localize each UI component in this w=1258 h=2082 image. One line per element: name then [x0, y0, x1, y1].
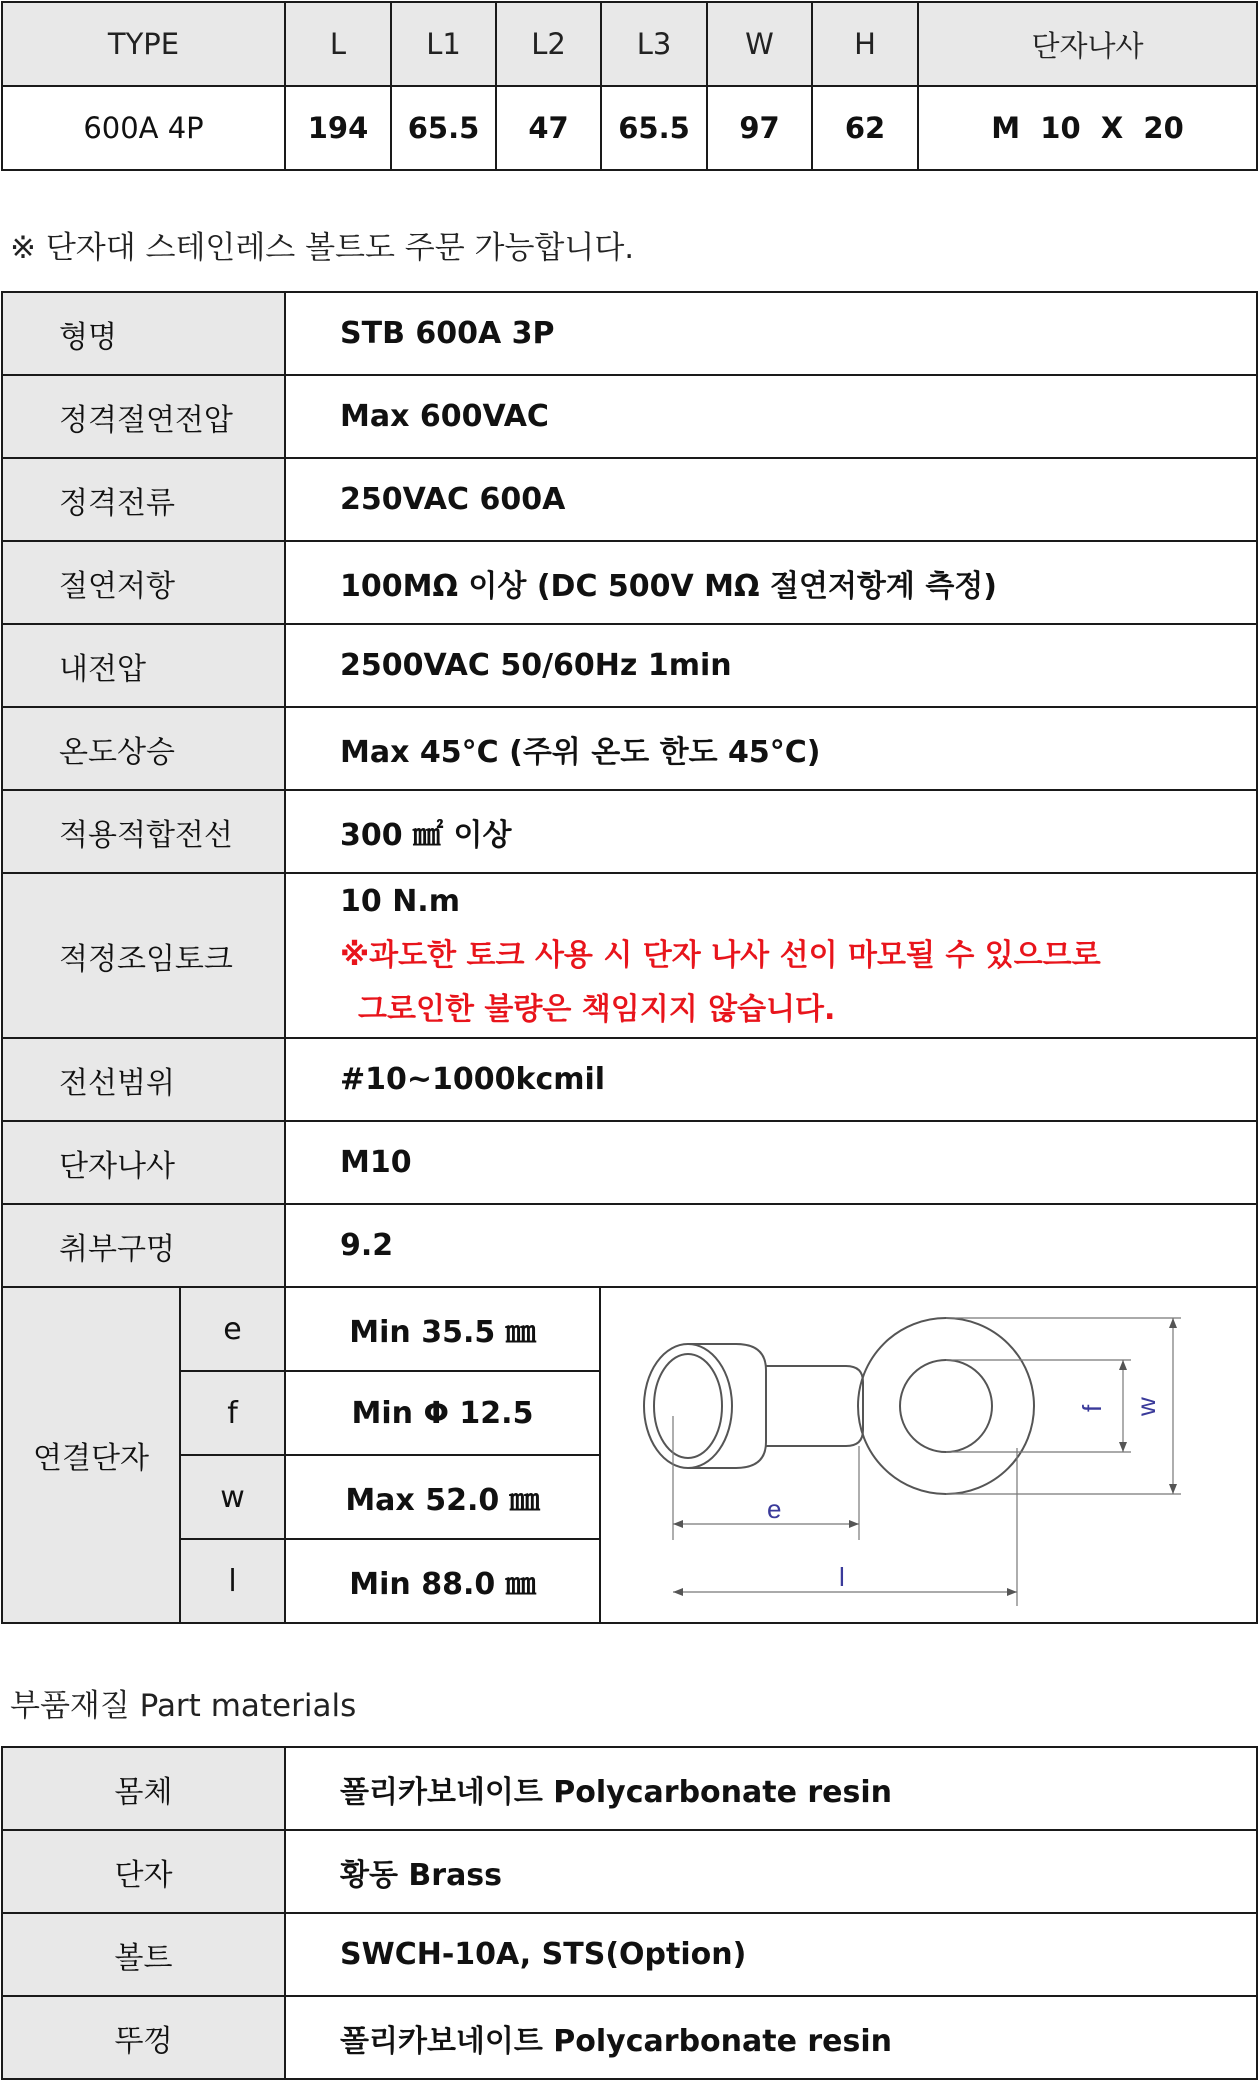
spec-value: 9.2 [285, 1204, 1257, 1287]
header-h: H [812, 2, 918, 86]
connection-key: f [180, 1371, 285, 1455]
material-label: 볼트 [2, 1913, 285, 1996]
material-value: SWCH-10A, STS(Option) [285, 1913, 1257, 1996]
diagram-label-w: w [1131, 1397, 1161, 1416]
spec-label: 정격절연전압 [2, 375, 285, 458]
spec-value: 2500VAC 50/60Hz 1min [285, 624, 1257, 707]
value-l1: 65.5 [391, 86, 496, 170]
value-terminal-screw: M 10 X 20 [918, 86, 1257, 170]
value-w: 97 [707, 86, 812, 170]
materials-table [1, 1746, 1258, 2080]
header-l3: L3 [601, 2, 707, 86]
spec-row [2, 790, 1257, 873]
material-row [2, 1913, 1257, 1996]
spec-value: Max 45°C (주위 온도 한도 45°C) [285, 707, 1257, 790]
stainless-bolt-note: ※ 단자대 스테인레스 볼트도 주문 가능합니다. [10, 230, 635, 266]
spec-value: Max 600VAC [285, 375, 1257, 458]
torque-warning-line1: ※과도한 토크 사용 시 단자 나사 선이 마모될 수 있으므로 [340, 937, 1101, 973]
spec-label: 전선범위 [2, 1038, 285, 1121]
spec-value: M10 [285, 1121, 1257, 1204]
spec-value: STB 600A 3P [285, 292, 1257, 375]
spec-value: 250VAC 600A [285, 458, 1257, 541]
spec-row [2, 292, 1257, 375]
spec-value: 100MΩ 이상 (DC 500V MΩ 절연저항계 측정) [285, 541, 1257, 624]
header-w: W [707, 2, 812, 86]
spec-label: 온도상승 [2, 707, 285, 790]
connection-value: Min Φ 12.5 [285, 1371, 600, 1455]
torque-value: 10 N.m [340, 883, 460, 919]
spec-row [2, 1038, 1257, 1121]
torque-warning-line2: 그로인한 불량은 책임지지 않습니다. [358, 991, 836, 1027]
header-l: L [285, 2, 391, 86]
spec-label: 절연저항 [2, 541, 285, 624]
spec-label: 적정조임토크 [2, 873, 285, 1038]
material-label: 단자 [2, 1830, 285, 1913]
spec-row [2, 1204, 1257, 1287]
materials-title: 부품재질 Part materials [10, 1688, 357, 1724]
value-l3: 65.5 [601, 86, 707, 170]
header-l2: L2 [496, 2, 601, 86]
spec-label: 단자나사 [2, 1121, 285, 1204]
spec-row [2, 624, 1257, 707]
spec-row [2, 458, 1257, 541]
spec-row [2, 707, 1257, 790]
value-l2: 47 [496, 86, 601, 170]
spec-value-torque [285, 873, 1257, 1038]
material-label: 뚜껑 [2, 1996, 285, 2079]
connection-value: Max 52.0 ㎜ [285, 1455, 600, 1539]
value-h: 62 [812, 86, 918, 170]
material-value: 황동 Brass [285, 1830, 1257, 1913]
dimension-header-row [2, 2, 1257, 86]
connection-value: Min 35.5 ㎜ [285, 1287, 600, 1371]
connection-key: e [180, 1287, 285, 1371]
material-row [2, 1830, 1257, 1913]
material-row [2, 1996, 1257, 2079]
spec-row-torque [2, 873, 1257, 1038]
lug-outline [644, 1318, 1034, 1494]
connection-value: Min 88.0 ㎜ [285, 1539, 600, 1623]
dimension-value-row [2, 86, 1257, 170]
terminal-lug-diagram [600, 1287, 1257, 1623]
spec-label: 내전압 [2, 624, 285, 707]
diagram-label-e: e [767, 1494, 782, 1524]
terminal-lug-drawing [601, 1288, 1256, 1614]
spec-value: #10~1000kcmil [285, 1038, 1257, 1121]
header-l1: L1 [391, 2, 496, 86]
dimension-lines [673, 1318, 1181, 1606]
spec-row [2, 1121, 1257, 1204]
material-value: 폴리카보네이트 Polycarbonate resin [285, 1996, 1257, 2079]
spec-label: 형명 [2, 292, 285, 375]
spec-label: 취부구멍 [2, 1204, 285, 1287]
value-l: 194 [285, 86, 391, 170]
material-label: 몸체 [2, 1747, 285, 1830]
spec-row [2, 541, 1257, 624]
connection-key: w [180, 1455, 285, 1539]
spec-value: 300 ㎟ 이상 [285, 790, 1257, 873]
diagram-label-f: f [1077, 1404, 1107, 1412]
diagram-label-l: l [839, 1562, 845, 1592]
spec-label: 정격전류 [2, 458, 285, 541]
spec-row [2, 375, 1257, 458]
dimension-table [1, 1, 1258, 171]
header-terminal-screw: 단자나사 [918, 2, 1257, 86]
material-row [2, 1747, 1257, 1830]
material-value: 폴리카보네이트 Polycarbonate resin [285, 1747, 1257, 1830]
spec-table [1, 291, 1258, 1624]
spec-label: 적용적합전선 [2, 790, 285, 873]
connection-row [2, 1287, 1257, 1371]
header-type: TYPE [2, 2, 285, 86]
connection-key: l [180, 1539, 285, 1623]
value-type: 600A 4P [2, 86, 285, 170]
connection-label: 연결단자 [2, 1287, 180, 1623]
